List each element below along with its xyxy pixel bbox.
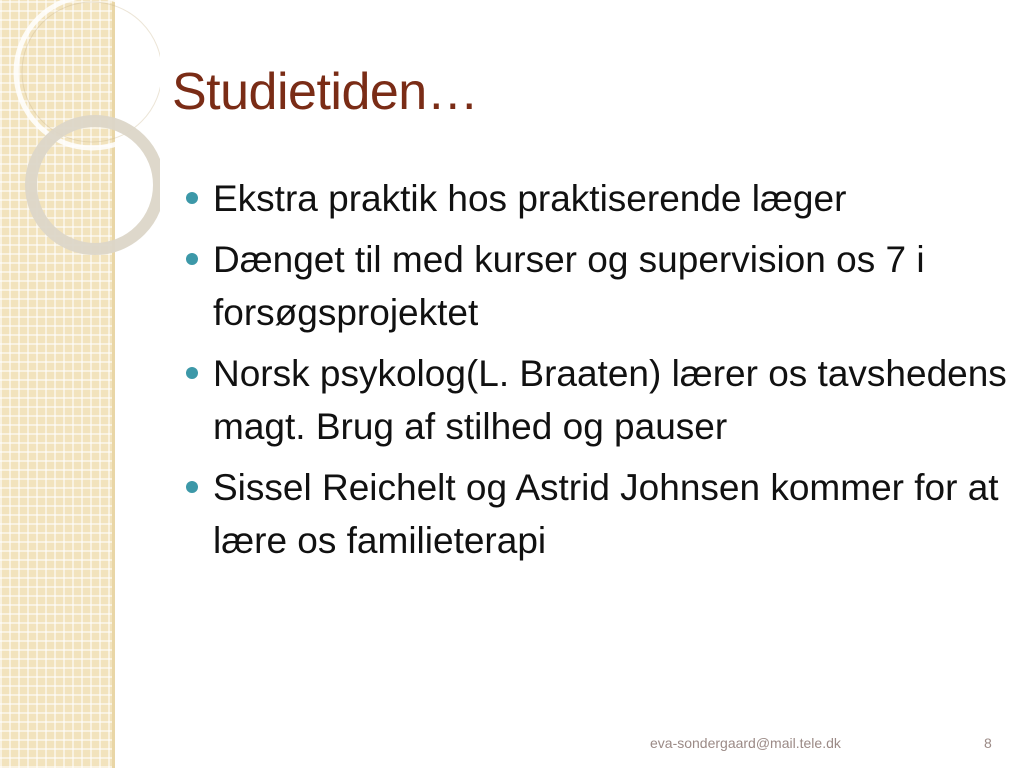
bullet-item bbox=[186, 461, 1016, 567]
bullet-text: Norsk psykolog(L. Braaten) lærer os tavshedens magt. Brug af stilhed og pauser bbox=[213, 353, 1007, 447]
bullet-dot-icon bbox=[186, 253, 198, 265]
bullet-text: Dænget til med kurser og supervision os 7 i forsøgsprojektet bbox=[213, 239, 925, 333]
bullet-dot-icon bbox=[186, 481, 198, 493]
bullet-text: Ekstra praktik hos praktiserende læger bbox=[213, 178, 847, 219]
bullet-text: Sissel Reichelt og Astrid Johnsen kommer for at lære os familieterapi bbox=[213, 467, 999, 561]
bullet-item bbox=[186, 172, 1016, 225]
footer-email: eva-sondergaard@mail.tele.dk bbox=[650, 735, 841, 751]
decorative-circles bbox=[0, 0, 160, 300]
bullet-dot-icon bbox=[186, 192, 198, 204]
bullet-dot-icon bbox=[186, 367, 198, 379]
bullet-item bbox=[186, 347, 1016, 453]
slide-title: Studietiden… bbox=[172, 63, 479, 121]
page-number: 8 bbox=[984, 735, 992, 751]
bullet-item bbox=[186, 233, 1016, 339]
bullet-list bbox=[186, 172, 1016, 575]
